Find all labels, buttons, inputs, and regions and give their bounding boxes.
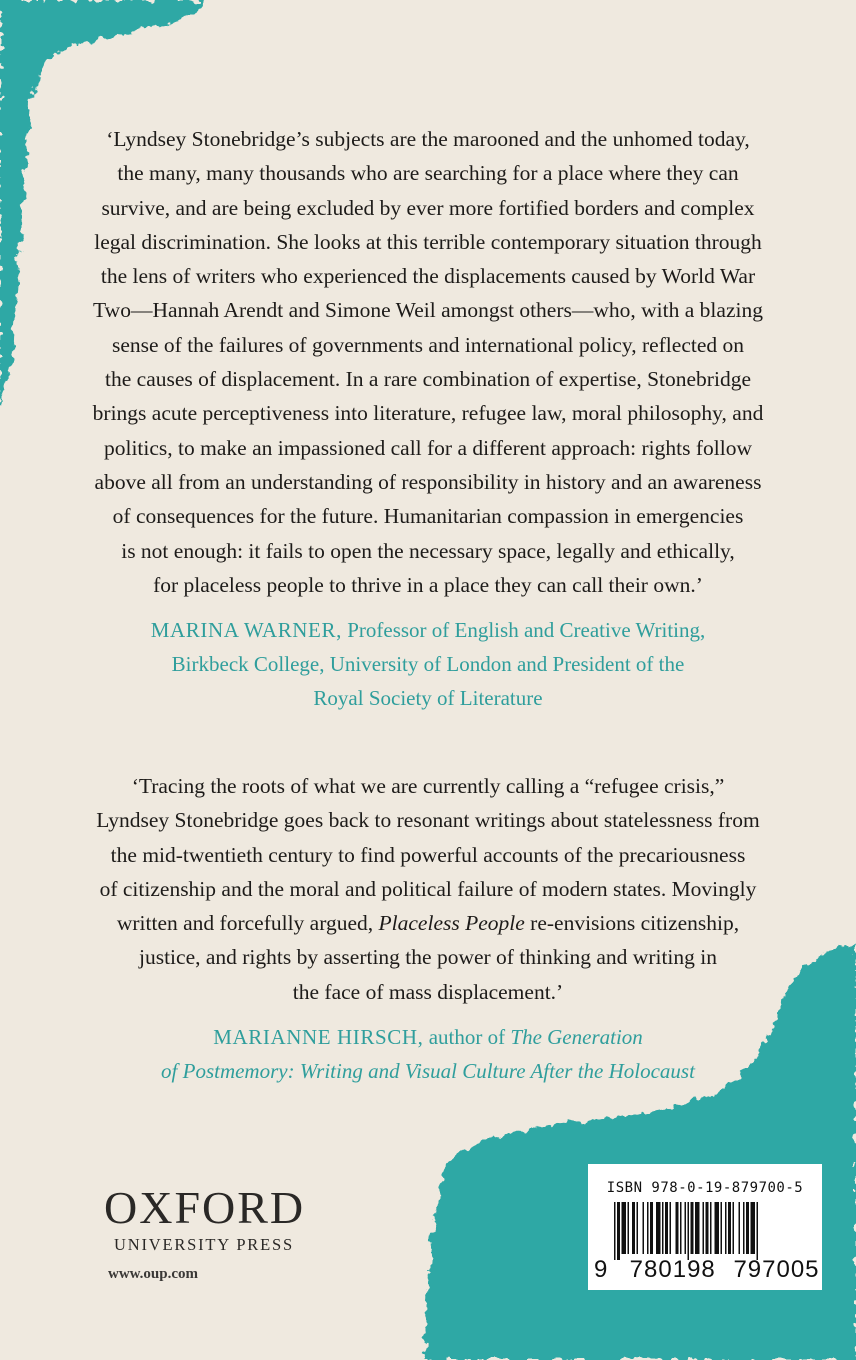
barcode-bar: [706, 1202, 709, 1254]
endorsement-quote-hirsch: [92, 769, 764, 1009]
quote-line: is not enough: it fails to open the necessary space, legally and ethically,: [121, 538, 735, 563]
quote-fragment: re-envisions citizenship,: [530, 911, 740, 936]
barcode-bar: [757, 1202, 759, 1260]
barcode-bar: [676, 1202, 679, 1254]
quote-line: above all from an understanding of responsibility in history and an awareness: [94, 469, 762, 494]
publisher-subtitle: UNIVERSITY PRESS: [114, 1235, 294, 1254]
endorser-title: Professor of English and Creative Writing,: [347, 618, 706, 642]
attribution-hirsch: [80, 1020, 776, 1088]
isbn-label: ISBN 978-0-19-879700-5: [606, 1180, 804, 1196]
endorser-title: author of: [428, 1025, 506, 1049]
endorser-book-title: of Postmemory: Writing and Visual Culture After the Holocaust: [161, 1059, 695, 1083]
endorser-affiliation: Birkbeck College, University of London and President of the: [171, 652, 685, 676]
barcode-digit-group: 797005: [733, 1256, 820, 1283]
barcode-bar: [728, 1202, 731, 1254]
book-title: Placeless People: [378, 911, 525, 936]
barcode-bar: [670, 1202, 672, 1254]
endorsement-quote-warner: [92, 122, 764, 602]
barcode-digit-group: 780198: [629, 1256, 716, 1283]
barcode-bar: [643, 1202, 645, 1254]
barcode-bar: [715, 1202, 720, 1254]
quote-line: survive, and are being excluded by ever more fortified borders and complex: [101, 195, 755, 220]
quote-line: of citizenship and the moral and political failure of modern states. Movingly: [99, 876, 757, 901]
endorser-affiliation: Royal Society of Literature: [313, 686, 543, 710]
barcode-bar: [680, 1202, 682, 1254]
barcode-bar: [746, 1202, 749, 1254]
quote-line: [92, 906, 764, 940]
barcode-bar: [691, 1202, 694, 1254]
quote-line: justice, and rights by asserting the power of thinking and writing in: [138, 945, 717, 970]
barcode-bar: [725, 1202, 727, 1254]
barcode-bar: [650, 1202, 653, 1254]
quote-line: sense of the failures of governments and international policy, reflected on: [111, 332, 745, 357]
barcode-bar: [703, 1202, 705, 1254]
quote-line: politics, to make an impassioned call for a different approach: rights follow: [103, 435, 752, 460]
quote-line: brings acute perceptiveness into literature, refugee law, moral philosophy, and: [92, 401, 764, 426]
quote-line: the causes of displacement. In a rare combination of expertise, Stonebridge: [105, 367, 751, 392]
endorser-name: MARINA WARNER,: [150, 618, 342, 642]
quote-line: the mid-twentieth century to find powerful accounts of the precariousness: [110, 842, 746, 867]
quote-line: the face of mass displacement.’: [292, 979, 564, 1004]
barcode-bar: [685, 1202, 687, 1254]
barcode-bar: [628, 1202, 630, 1254]
isbn-barcode: [588, 1164, 822, 1290]
publisher-url[interactable]: www.oup.com: [108, 1266, 199, 1282]
barcode-digits: [594, 1256, 818, 1284]
quote-line: for placeless people to thrive in a place they can call their own.’: [153, 572, 703, 597]
endorser-name: MARIANNE HIRSCH,: [213, 1025, 424, 1049]
barcode-bar: [743, 1202, 745, 1254]
barcode-bar: [751, 1202, 756, 1254]
barcode-bar: [710, 1202, 712, 1254]
quote-line: ‘Lyndsey Stonebridge’s subjects are the marooned and the unhomed today,: [106, 127, 750, 151]
barcode-bar: [637, 1202, 639, 1254]
quote-fragment: written and forcefully argued,: [116, 911, 374, 936]
barcode-bar: [665, 1202, 668, 1254]
publisher-logo: [104, 1184, 304, 1256]
barcode-bar: [721, 1202, 723, 1254]
barcode-bar: [622, 1202, 627, 1254]
barcode-bar: [662, 1202, 664, 1254]
barcode-bar: [656, 1202, 661, 1254]
barcode-bar: [632, 1202, 635, 1254]
quote-line: of consequences for the future. Humanitarian compassion in emergencies: [112, 504, 744, 529]
barcode-bar: [647, 1202, 649, 1254]
barcode-bar: [695, 1202, 700, 1254]
barcode-bar: [688, 1202, 690, 1260]
quote-line: Two—Hannah Arendt and Simone Weil amongst others—who, with a blazing: [93, 298, 763, 323]
quote-line: ‘Tracing the roots of what we are currently calling a “refugee crisis,”: [131, 774, 725, 798]
barcode-bar: [733, 1202, 735, 1254]
quote-line: the many, many thousands who are searching for a place where they can: [117, 161, 739, 186]
quote-line: legal discrimination. She looks at this terrible contemporary situation through: [94, 229, 762, 254]
barcode-bar: [617, 1202, 620, 1260]
attribution-warner: [80, 613, 776, 715]
quote-line: Lyndsey Stonebridge goes back to resonant writings about statelessness from: [96, 808, 760, 833]
barcode-bars: [600, 1202, 812, 1260]
quote-line: the lens of writers who experienced the displacements caused by World War: [100, 264, 756, 289]
publisher-name: OXFORD: [104, 1182, 306, 1233]
barcode-bar: [739, 1202, 741, 1254]
barcode-bar: [614, 1202, 616, 1260]
barcode-digit-first: 9: [594, 1256, 609, 1283]
endorser-book-title: The Generation: [510, 1025, 643, 1049]
